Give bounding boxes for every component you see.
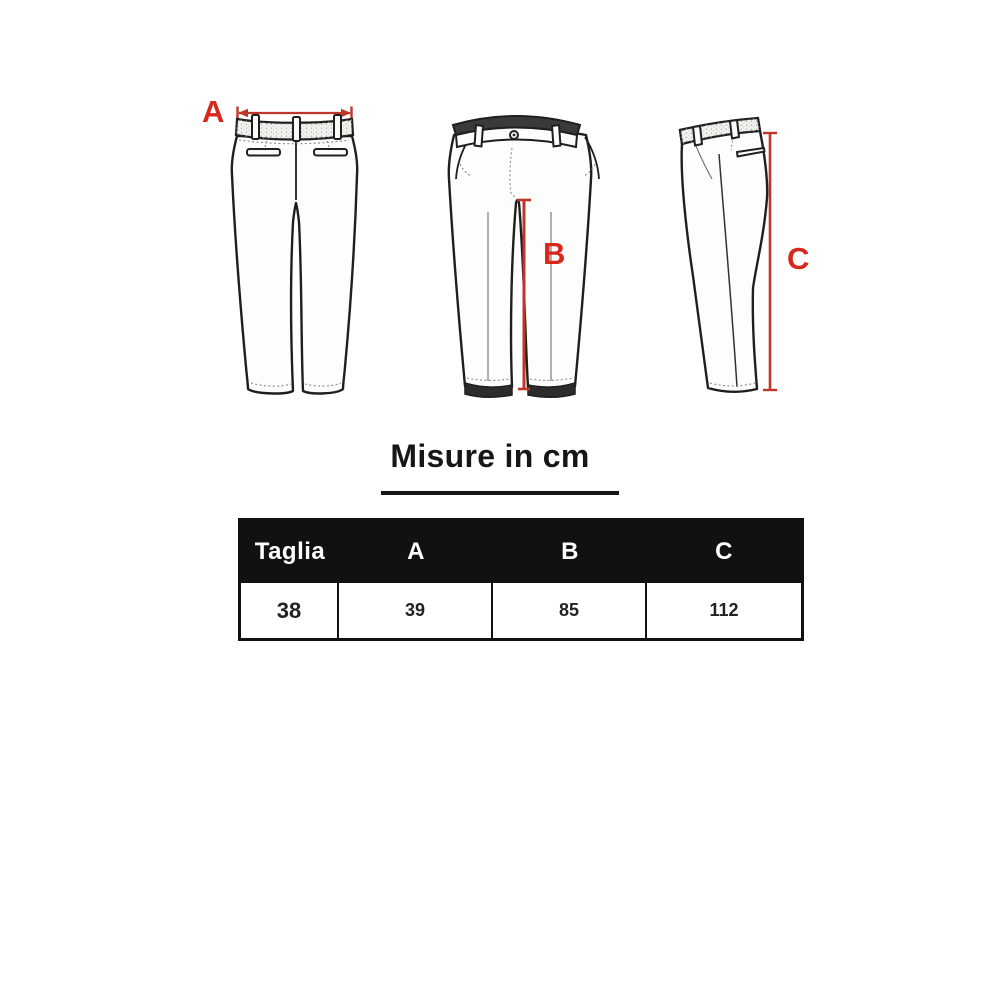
measurement-label-b: B: [543, 236, 566, 271]
size-table-row: [241, 583, 801, 638]
pants-back-view-drawing: [195, 95, 380, 410]
size-guide-title: Misure in cm: [390, 438, 590, 474]
size-table-cell-b: 85: [493, 583, 647, 638]
measurement-label-a: A: [202, 94, 225, 129]
size-table-header-row: [241, 521, 801, 583]
size-table-cell-a: 39: [339, 583, 493, 638]
waist-button: [510, 131, 518, 139]
title-underline: [381, 491, 619, 495]
size-table-header-b: B: [561, 538, 579, 565]
size-table-header-a: A: [407, 538, 425, 565]
size-table: [238, 518, 804, 641]
pants-side-view-drawing: [660, 108, 795, 410]
pants-front-view-drawing: [440, 100, 615, 410]
size-table-header-c: C: [715, 538, 733, 565]
size-table-cell-taglia: 38: [241, 583, 339, 638]
pants-body-outline: [680, 119, 767, 392]
pants-body-outline: [449, 129, 592, 390]
pants-body-outline: [232, 136, 358, 393]
measurement-label-c: C: [787, 241, 810, 276]
size-table-cell-c: 112: [709, 600, 739, 620]
size-table-header-taglia: Taglia: [254, 538, 326, 565]
